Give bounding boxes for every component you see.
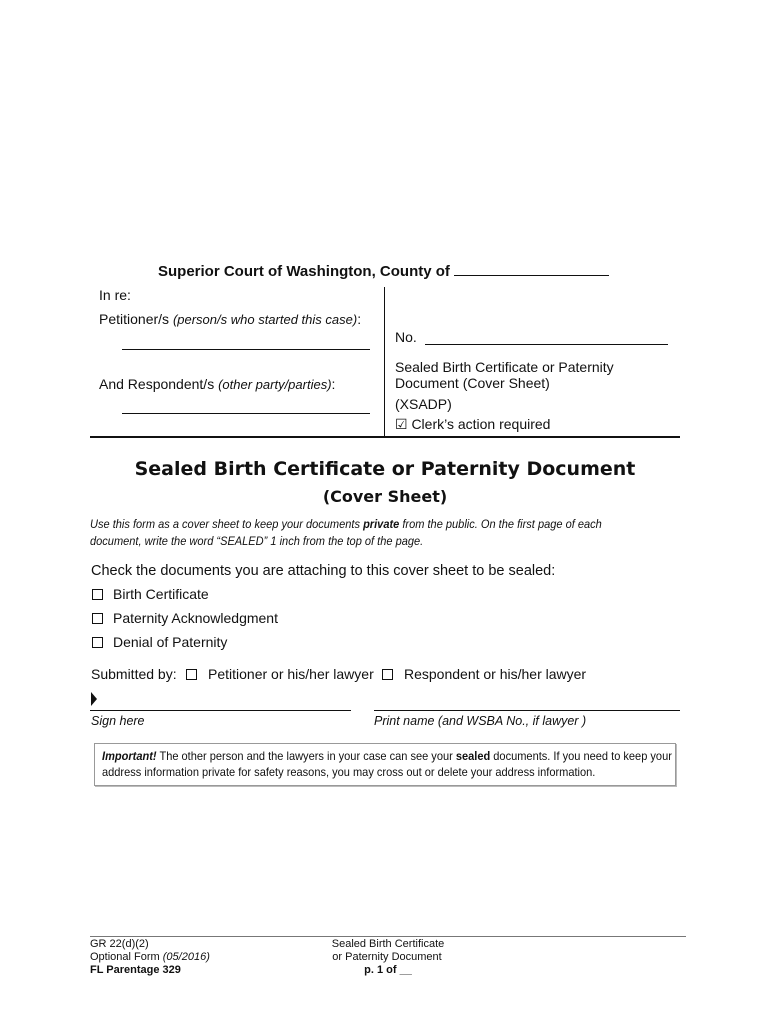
paternity-acknowledgment-label: Paternity Acknowledgment bbox=[113, 610, 278, 626]
footer-center-line2: or Paternity Document bbox=[332, 951, 442, 963]
intro-bold: private bbox=[363, 517, 400, 531]
denial-of-paternity-label: Denial of Paternity bbox=[113, 634, 228, 650]
footer-page-number: p. 1 of __ bbox=[364, 964, 412, 976]
court-header bbox=[158, 262, 609, 280]
doc-title-line2: Document (Cover Sheet) bbox=[395, 375, 550, 391]
important-bold: sealed bbox=[455, 749, 491, 763]
petitioner-name-line[interactable] bbox=[122, 349, 370, 350]
footer-form-date: (05/2016) bbox=[162, 951, 210, 963]
documents-prompt: Check the documents you are attaching to this cover sheet to be sealed: bbox=[91, 563, 556, 579]
respondent-colon: : bbox=[331, 376, 336, 392]
court-header-text: Superior Court of Washington, County of bbox=[158, 263, 450, 280]
footer-center-line1: Sealed Birth Certificate bbox=[331, 938, 445, 950]
petitioner-submitter-checkbox[interactable] bbox=[186, 669, 197, 680]
caption-vertical-divider bbox=[384, 287, 385, 437]
print-name-line[interactable] bbox=[374, 710, 680, 711]
caption-bottom-rule bbox=[90, 436, 680, 438]
case-no-label: No. bbox=[395, 329, 417, 345]
petitioner-note: (person/s who started this case) bbox=[172, 312, 358, 327]
petitioner-colon: : bbox=[357, 311, 362, 327]
respondent-note: (other party/parties) bbox=[218, 377, 332, 392]
case-number-line[interactable] bbox=[425, 344, 668, 345]
intro-text-2: from the public. On the first page of each document, write the word “SEALED” 1 inch from the top of the page. bbox=[90, 517, 602, 548]
footer-optional-form bbox=[90, 951, 210, 964]
footer-rule bbox=[90, 936, 686, 937]
sign-here-arrow-icon bbox=[91, 692, 97, 706]
respondent-name-line[interactable] bbox=[122, 413, 370, 414]
county-blank[interactable] bbox=[454, 262, 609, 276]
form-subtitle: (Cover Sheet) bbox=[322, 487, 448, 506]
denial-of-paternity-checkbox[interactable] bbox=[92, 637, 103, 648]
petitioner-submitter-label: Petitioner or his/her lawyer bbox=[208, 666, 374, 682]
print-name-label: Print name (and WSBA No., if lawyer ) bbox=[374, 714, 587, 728]
important-lead: Important! bbox=[102, 749, 157, 763]
submitted-by-label: Submitted by: bbox=[91, 666, 177, 682]
footer-optional-label: Optional Form bbox=[90, 951, 160, 963]
birth-certificate-checkbox[interactable] bbox=[92, 589, 103, 600]
signature-line[interactable] bbox=[90, 710, 351, 711]
form-title: Sealed Birth Certificate or Paternity Document bbox=[134, 458, 636, 480]
important-notice bbox=[102, 748, 672, 780]
respondent-submitter-checkbox[interactable] bbox=[382, 669, 393, 680]
doc-title-line1: Sealed Birth Certificate or Paternity bbox=[395, 359, 614, 375]
respondent-label: And Respondent/s bbox=[99, 376, 215, 392]
respondent-submitter-label: Respondent or his/her lawyer bbox=[404, 666, 587, 682]
footer-rule-citation: GR 22(d)(2) bbox=[90, 938, 149, 950]
petitioner-caption bbox=[99, 311, 361, 327]
petitioner-label: Petitioner/s bbox=[99, 311, 170, 327]
birth-certificate-label: Birth Certificate bbox=[113, 586, 209, 602]
respondent-caption bbox=[99, 376, 335, 392]
in-re-label: In re: bbox=[99, 287, 131, 303]
footer-form-number: FL Parentage 329 bbox=[90, 964, 181, 976]
important-text-2: documents. If you need to keep your address information private for safety reasons, you may cross out or delete your address information. bbox=[102, 749, 672, 779]
sign-here-label: Sign here bbox=[91, 714, 145, 728]
paternity-acknowledgment-checkbox[interactable] bbox=[92, 613, 103, 624]
clerk-action-note: ☑ Clerk’s action required bbox=[395, 416, 551, 432]
intro-instructions bbox=[90, 516, 642, 550]
intro-text-1: Use this form as a cover sheet to keep your documents bbox=[90, 517, 364, 531]
important-text-1: The other person and the lawyers in your case can see your bbox=[156, 749, 456, 763]
doc-code: (XSADP) bbox=[395, 396, 452, 412]
